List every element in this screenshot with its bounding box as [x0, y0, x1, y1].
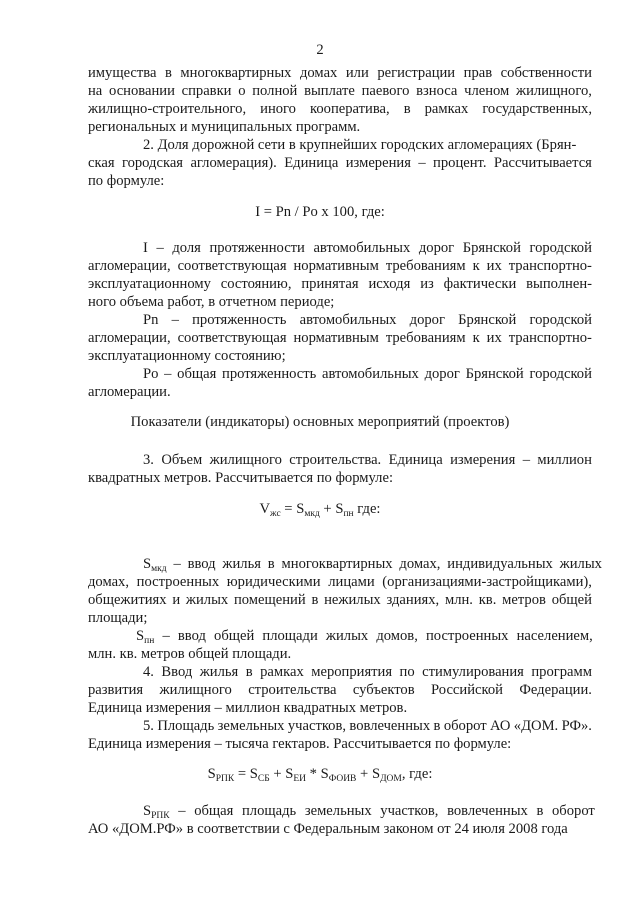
paragraph-line: 4. Ввод жилья в рамках мероприятия по стимулирования программ: [143, 664, 592, 680]
paragraph-line: Единица измерения – миллион квадратных метров.: [88, 700, 408, 716]
formula-i: I = Pn / Po x 100, где:: [255, 204, 385, 220]
definition-line: млн. кв. метров общей площади.: [88, 646, 292, 662]
paragraph-line: Единица измерения – тысяча гектаров. Рассчитывается по формуле:: [88, 736, 512, 752]
definition-line: $S_{пн}$ – ввод общей площади жилых домов, построенных населением,: [136, 628, 593, 646]
formula-v: $V_{жс} = S_{мкд} + S_{пн}$ где:: [259, 501, 381, 519]
paragraph-line: 5. Площадь земельных участков, вовлеченных в оборот АО «ДОМ. РФ».: [143, 718, 592, 734]
paragraph-line: развития жилищного строительства субъектов Российской Федерации.: [88, 682, 592, 698]
definition-line: агломерации, соответствующая нормативным требованиям к их транспортно-: [88, 330, 592, 346]
paragraph-line: ская городская агломерация). Единица измерения – процент. Рассчитывается: [88, 155, 592, 171]
definition-line: $S_{мкд}$ – ввод жилья в многоквартирных домах, индивидуальных жилых: [143, 556, 602, 574]
definition-line: агломерации, соответствующая нормативным требованиям к их транспортно-: [88, 258, 592, 274]
paragraph-line: региональных и муниципальных программ.: [88, 119, 361, 135]
definition-line: площади;: [88, 610, 148, 626]
paragraph-line: 2. Доля дорожной сети в крупнейших городских агломерациях (Брян-: [143, 137, 577, 153]
paragraph-line: 3. Объем жилищного строительства. Единица измерения – миллион: [143, 452, 592, 468]
definition-line: ного объема работ, в отчетном периоде;: [88, 294, 335, 310]
paragraph-line: квадратных метров. Рассчитывается по формуле:: [88, 470, 394, 486]
definition-line: общежитиях и жилых помещений в нежилых зданиях, млн. кв. метров общей: [88, 592, 592, 608]
definition-line: I – доля протяженности автомобильных дорог Брянской городской: [143, 240, 592, 256]
definition-line: эксплуатационному состоянию;: [88, 348, 286, 364]
paragraph-line: имущества в многоквартирных домах или регистрации прав собственности: [88, 65, 592, 81]
definition-line: $S_{РПК}$ – общая площадь земельных участков, вовлеченных в оборот: [143, 803, 595, 821]
definition-line: АО «ДОМ.РФ» в соответствии с Федеральным законом от 24 июля 2008 года: [88, 821, 568, 837]
definition-line: агломерации.: [88, 384, 171, 400]
paragraph-line: жилищно-строительного, иного кооператива, в рамках государственных,: [88, 101, 592, 117]
definition-line: эксплуатационному состоянию, принятая исходя из фактически выполнен-: [88, 276, 592, 292]
formula-s-rpk: $S_{РПК} = S_{СБ} + S_{ЕИ} * S_{ФОИВ} + S_{ДОМ}$, где:: [207, 766, 433, 784]
paragraph-line: на основании справки о полной выплате паевого взноса членом жилищного,: [88, 83, 592, 99]
definition-line: Po – общая протяженность автомобильных дорог Брянской городской: [143, 366, 592, 382]
paragraph-line: по формуле:: [88, 173, 165, 189]
definition-line: Pn – протяженность автомобильных дорог Брянской городской: [143, 312, 592, 328]
definition-line: домах, построенных юридическими лицами (организациями-застройщиками),: [88, 574, 592, 590]
page-number: 2: [316, 42, 324, 58]
section-heading: Показатели (индикаторы) основных мероприятий (проектов): [130, 414, 510, 430]
